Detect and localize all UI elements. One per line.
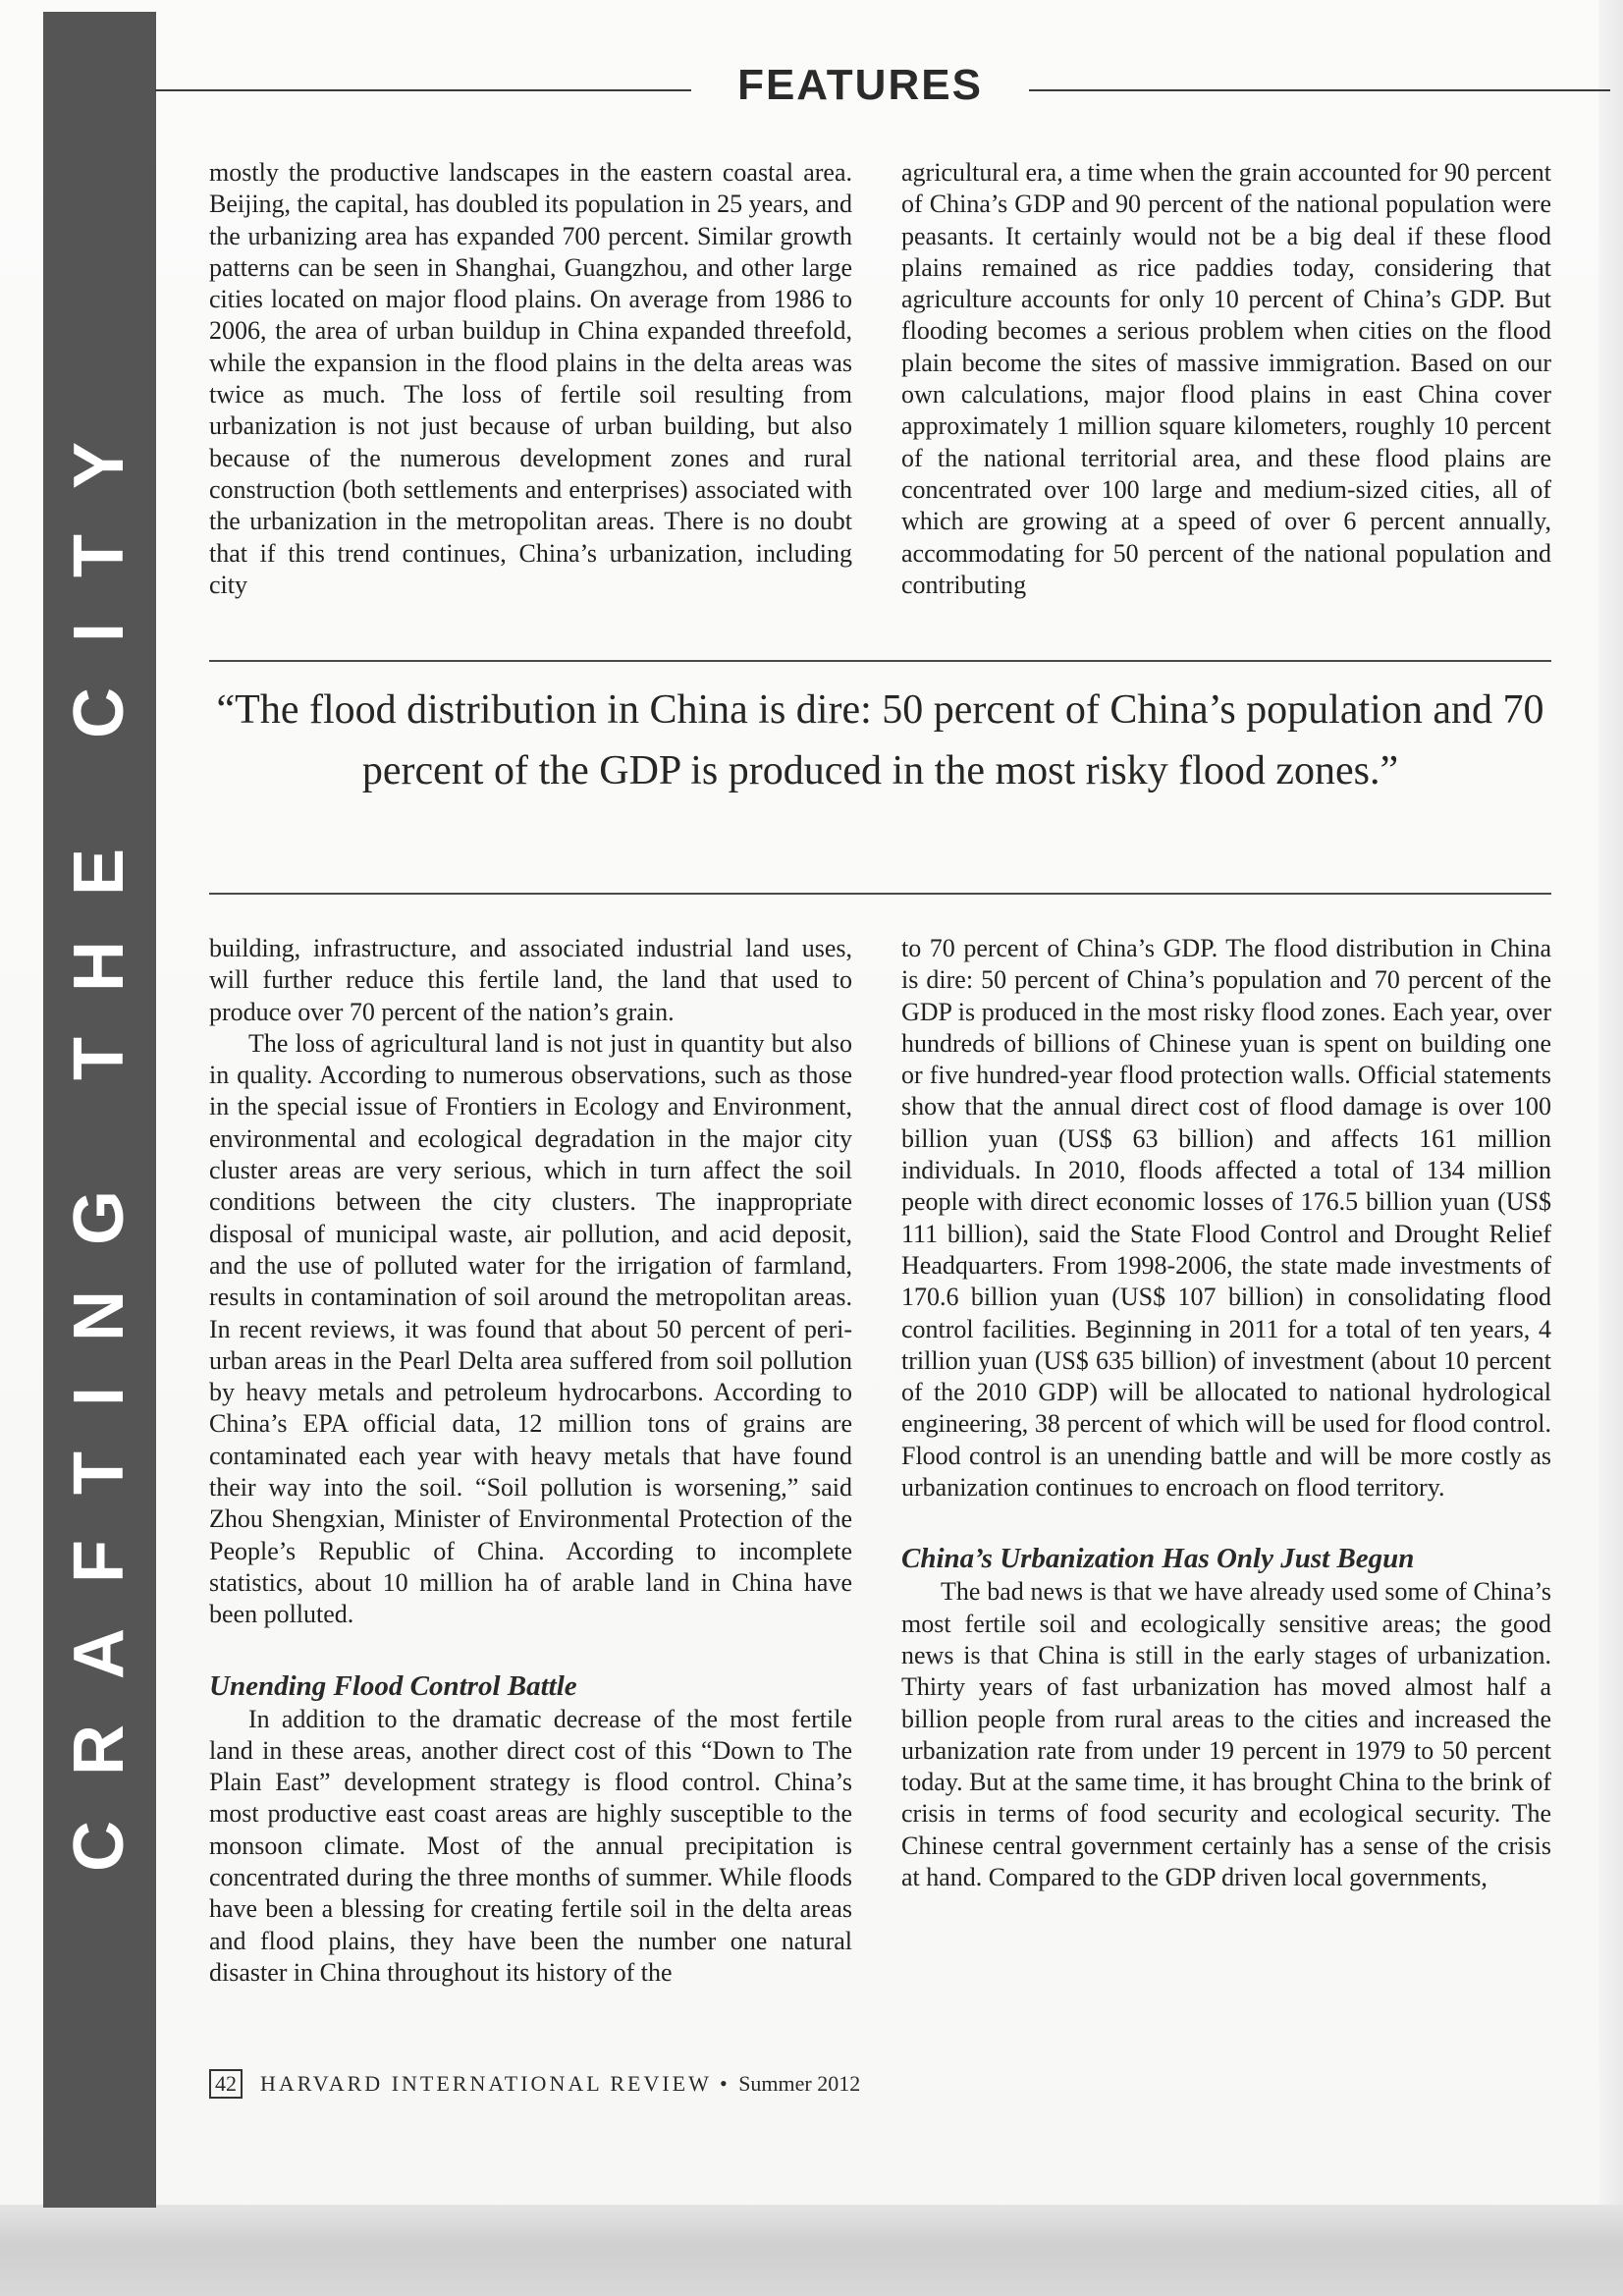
header-rule-left xyxy=(155,89,691,91)
paragraph: building, infrastructure, and associated industrial land uses, will further reduce this fertile land, the land that used to produce over 70 percent of the nation’s grain. xyxy=(209,934,852,1026)
page-number: 42 xyxy=(209,2069,243,2099)
paragraph: The loss of agricultural land is not just in quantity but also in quality. According to numerous observations, such as those in the special issue of Frontiers in Ecology and Environment, environmental and ecological degradation in the major city cluster areas are very serious, which in turn affect the soil conditions between the city clusters. The inappropriate disposal of municipal waste, air pollution, and acid deposit, and the use of polluted water for the irrigation of farmland, results in contamination of soil around the metropolitan areas. In recent reviews, it was found that about 50 percent of peri-urban areas in the Pearl Delta area suffered from soil pollution by heavy metals and petroleum hydrocarbons. According to China’s EPA official data, 12 million tons of grains are contaminated each year with heavy metals that have found their way into the soil. “Soil pollution is worsening,” said Zhou Shengxian, Minister of Environmental Protection of the People’s Republic of China. According to incomplete statistics, about 10 million ha of arable land in China have been polluted. xyxy=(209,1028,852,1629)
column-top-left xyxy=(209,157,852,601)
column-bottom-left xyxy=(209,933,852,1989)
publication-name: HARVARD INTERNATIONAL REVIEW xyxy=(260,2071,712,2096)
paragraph: In addition to the dramatic decrease of the most fertile land in these areas, another direct cost of this “Down to The Plain East” development strategy is flood control. China’s most productive east coast areas are highly susceptible to the monsoon climate. Most of the annual precipitation is concentrated during the three months of summer. While floods have been a blessing for creating fertile soil in the delta areas and flood plains, they have been the number one natural disaster in China throughout its history of the xyxy=(209,1704,852,1987)
header-rule-right xyxy=(1029,89,1610,91)
page-footer xyxy=(209,2069,860,2099)
column-top-right xyxy=(901,157,1551,601)
side-label: CRAFTING THE CITY xyxy=(60,397,138,1872)
paragraph: agricultural era, a time when the grain accounted for 90 percent of China’s GDP and 90 percent of the national population were peasants. It certainly would not be a big deal if these flood plains remained as rice paddies today, considering that agriculture accounts for only 10 percent of China’s GDP. But flooding becomes a serious problem when cities on the flood plain become the sites of massive immigration. Based on our own calculations, major flood plains in east China cover approximately 1 million square kilometers, roughly 10 percent of the national territorial area, and these flood plains are concentrated over 100 large and medium-sized cities, all of which are growing at a speed of over 6 percent annually, accommodating for 50 percent of the national population and contributing xyxy=(901,158,1551,599)
scan-bottom-shadow xyxy=(0,2205,1623,2296)
page-edge-shadow xyxy=(1598,0,1623,2205)
issue-date: Summer 2012 xyxy=(738,2071,861,2096)
paragraph: mostly the productive landscapes in the eastern coastal area. Beijing, the capital, has doubled its population in 25 years, and the urbanizing area has expanded 700 percent. Similar growth patterns can be seen in Shanghai, Guangzhou, and other large cities located on major flood plains. On average from 1986 to 2006, the area of urban buildup in China expanded threefold, while the expansion in the flood plains in the delta areas was twice as much. The loss of fertile soil resulting from urbanization is not just because of urban building, but also because of the numerous development zones and rural construction (both settlements and enterprises) associated with the urbanization in the metropolitan areas. There is no doubt that if this trend continues, China’s urbanization, including city xyxy=(209,158,852,599)
section-heading-urbanization: China’s Urbanization Has Only Just Begun xyxy=(901,1543,1415,1575)
pull-quote-rule-bottom xyxy=(209,893,1551,895)
section-heading-flood-control: Unending Flood Control Battle xyxy=(209,1669,577,1702)
paragraph: The bad news is that we have already used some of China’s most fertile soil and ecologically sensitive areas; the good news is that China is still in the early stages of urbanization. Thirty years of fast urbanization has moved almost half a billion people from rural areas to the cities and increased the urbanization rate from under 19 percent in 1979 to 50 percent today. But at the same time, it has brought China to the brink of crisis in terms of food security and ecological security. The Chinese central government certainly has a sense of the crisis at hand. Compared to the GDP driven local governments, xyxy=(901,1577,1551,1892)
footer-separator: • xyxy=(711,2071,739,2096)
section-title: FEATURES xyxy=(737,61,983,109)
pull-quote-rule-top xyxy=(209,660,1551,662)
pull-quote: “The flood distribution in China is dire: 50 percent of China’s population and 70 percent of the GDP is produced in the most risky flood zones.” xyxy=(216,687,1544,793)
paragraph: to 70 percent of China’s GDP. The flood distribution in China is dire: 50 percent of China’s population and 70 percent of the GDP is produced in the most risky flood zones. Each year, over hundreds of billions of Chinese yuan is spent on building one or five hundred-year flood protection walls. Official statements show that the annual direct cost of flood damage is over 100 billion yuan (US$ 63 billion) and affects 161 million individuals. In 2010, floods affected a total of 134 million people with direct economic losses of 176.5 billion yuan (US$ 111 billion), said the State Flood Control and Drought Relief Headquarters. From 1998-2006, the state made investments of 170.6 billion yuan (US$ 107 billion) in consolidating flood control facilities. Beginning in 2011 for a total of ten years, 4 trillion yuan (US$ 635 billion) of investment (about 10 percent of the 2010 GDP) will be allocated to national hydrological engineering, 38 percent of which will be used for flood control. Flood control is an unending battle and will be more costly as urbanization continues to encroach on flood territory. xyxy=(901,934,1551,1503)
column-bottom-right xyxy=(901,933,1551,1893)
